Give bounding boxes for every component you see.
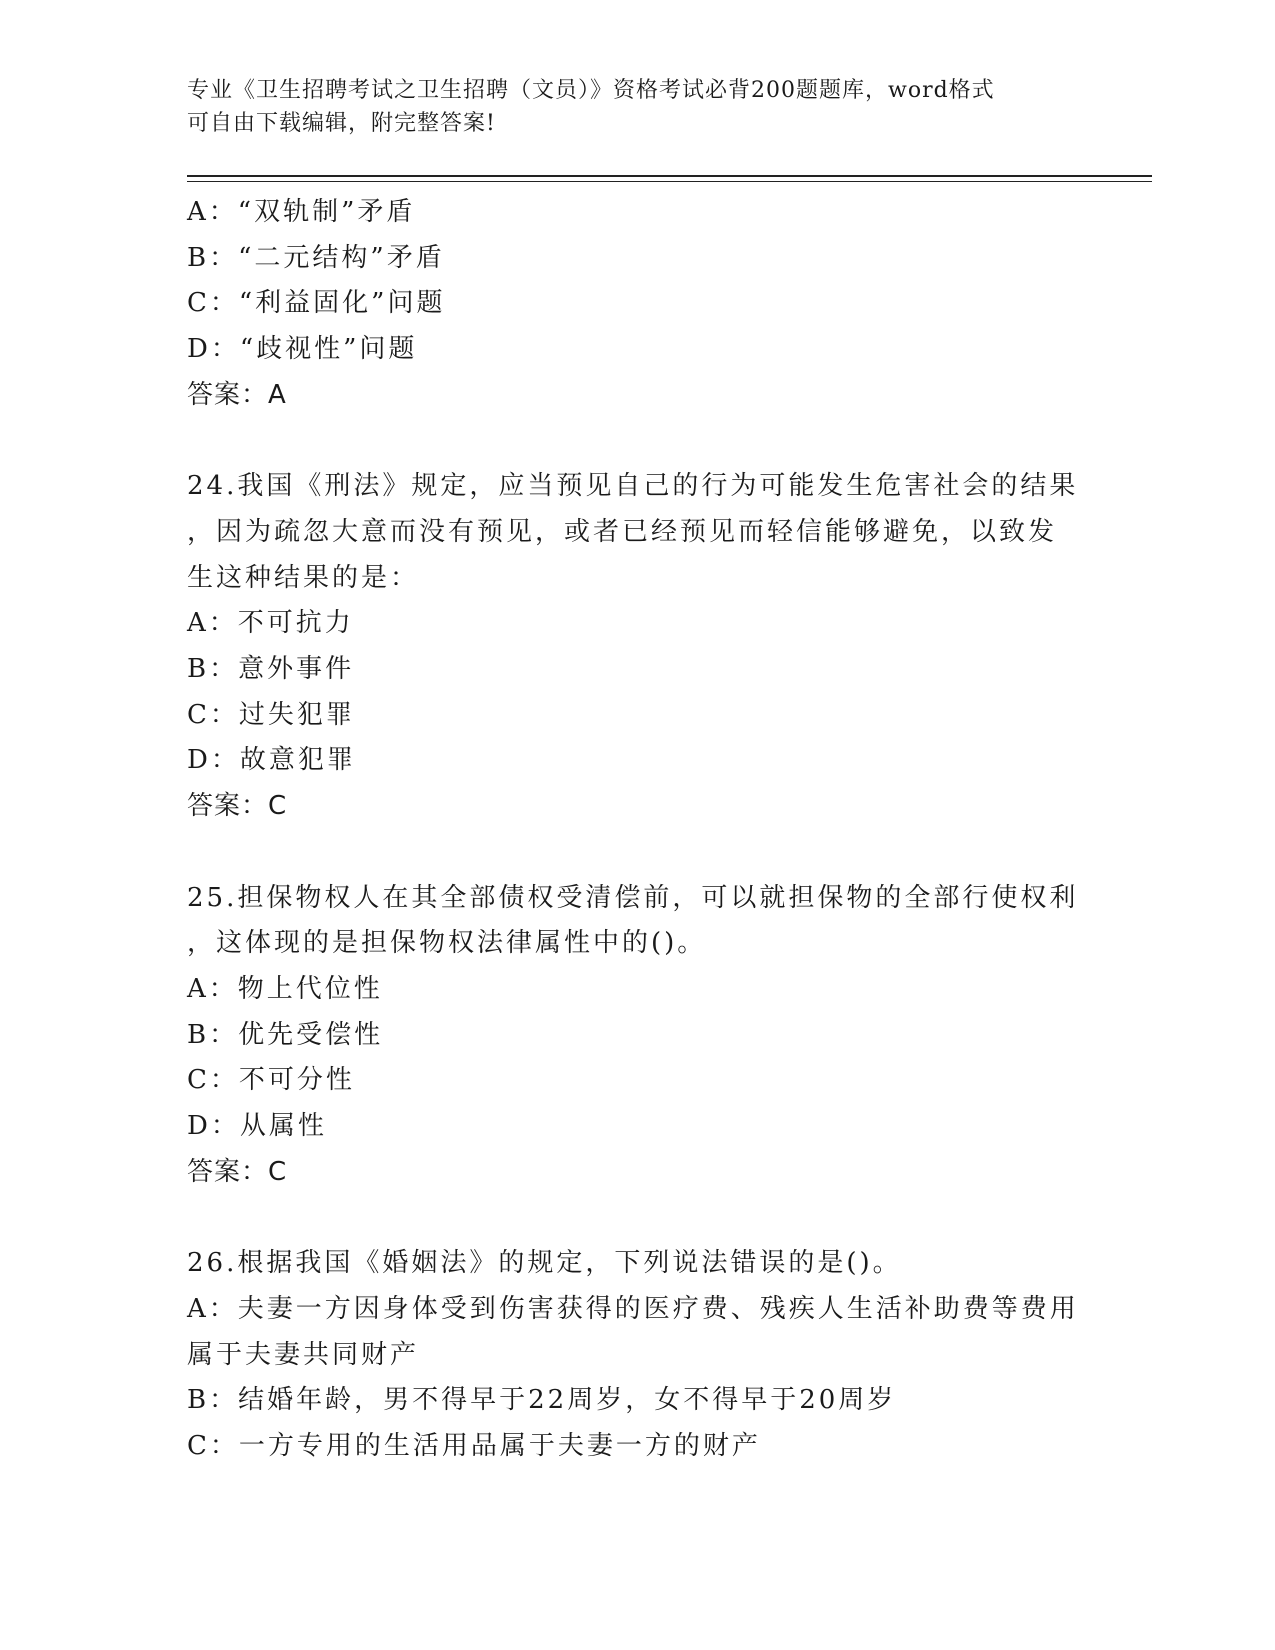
header-line-1: 专业《卫生招聘考试之卫生招聘（文员）》资格考试必背200题题库，word格式 (187, 78, 995, 103)
header-rule-thick (187, 175, 1152, 177)
question-23 (187, 190, 1087, 419)
question-stem-line: 26.根据我国《婚姻法》的规定，下列说法错误的是()。 (187, 1248, 902, 1279)
header-line-2: 可自由下载编辑，附完整答案! (187, 111, 496, 136)
question-stem-line: 25.担保物权人在其全部债权受清偿前，可以就担保物的全部行使权利 (187, 882, 1079, 913)
question-stem-line: ，因为疏忽大意而没有预见，或者已经预见而轻信能够避免，以致发 (187, 516, 1058, 547)
option-c: C：过失犯罪 (187, 699, 355, 730)
question-25 (187, 876, 1087, 1196)
option-a: A：“双轨制”矛盾 (187, 197, 416, 227)
question-stem-line: 生这种结果的是： (187, 562, 420, 593)
spacer (187, 1195, 1087, 1241)
option-c: C：不可分性 (187, 1065, 355, 1096)
question-stem-line: ，这体现的是担保物权法律属性中的()。 (187, 928, 707, 959)
option-d: D：从属性 (187, 1111, 327, 1142)
spacer (187, 830, 1087, 876)
option-d: D：故意犯罪 (187, 745, 356, 776)
question-stem-line: 24.我国《刑法》规定，应当预见自己的行为可能发生危害社会的结果 (187, 471, 1079, 502)
option-a: A：物上代位性 (187, 973, 383, 1004)
option-a: A：夫妻一方因身体受到伤害获得的医疗费、残疾人生活补助费等费用 (187, 1293, 1079, 1324)
option-a-continued: 属于夫妻共同财产 (187, 1339, 420, 1370)
question-26 (187, 1241, 1087, 1470)
option-a: A：不可抗力 (187, 608, 354, 639)
option-b: B：意外事件 (187, 654, 355, 685)
document-header (187, 74, 1067, 140)
option-b: B：“二元结构”矛盾 (187, 242, 445, 273)
spacer (187, 419, 1087, 465)
question-list (187, 190, 1087, 1470)
option-d: D：“歧视性”问题 (187, 334, 418, 365)
answer-line: 答案：A (187, 379, 287, 410)
question-24 (187, 464, 1087, 830)
answer-line: 答案：C (187, 791, 288, 822)
header-rule-thin (187, 181, 1152, 182)
answer-line: 答案：C (187, 1156, 288, 1187)
option-c: C：一方专用的生活用品属于夫妻一方的财产 (187, 1430, 761, 1461)
option-b: B：优先受偿性 (187, 1019, 384, 1050)
option-c: C：“利益固化”问题 (187, 288, 446, 319)
option-b: B：结婚年龄，男不得早于22周岁，女不得早于20周岁 (187, 1385, 897, 1416)
